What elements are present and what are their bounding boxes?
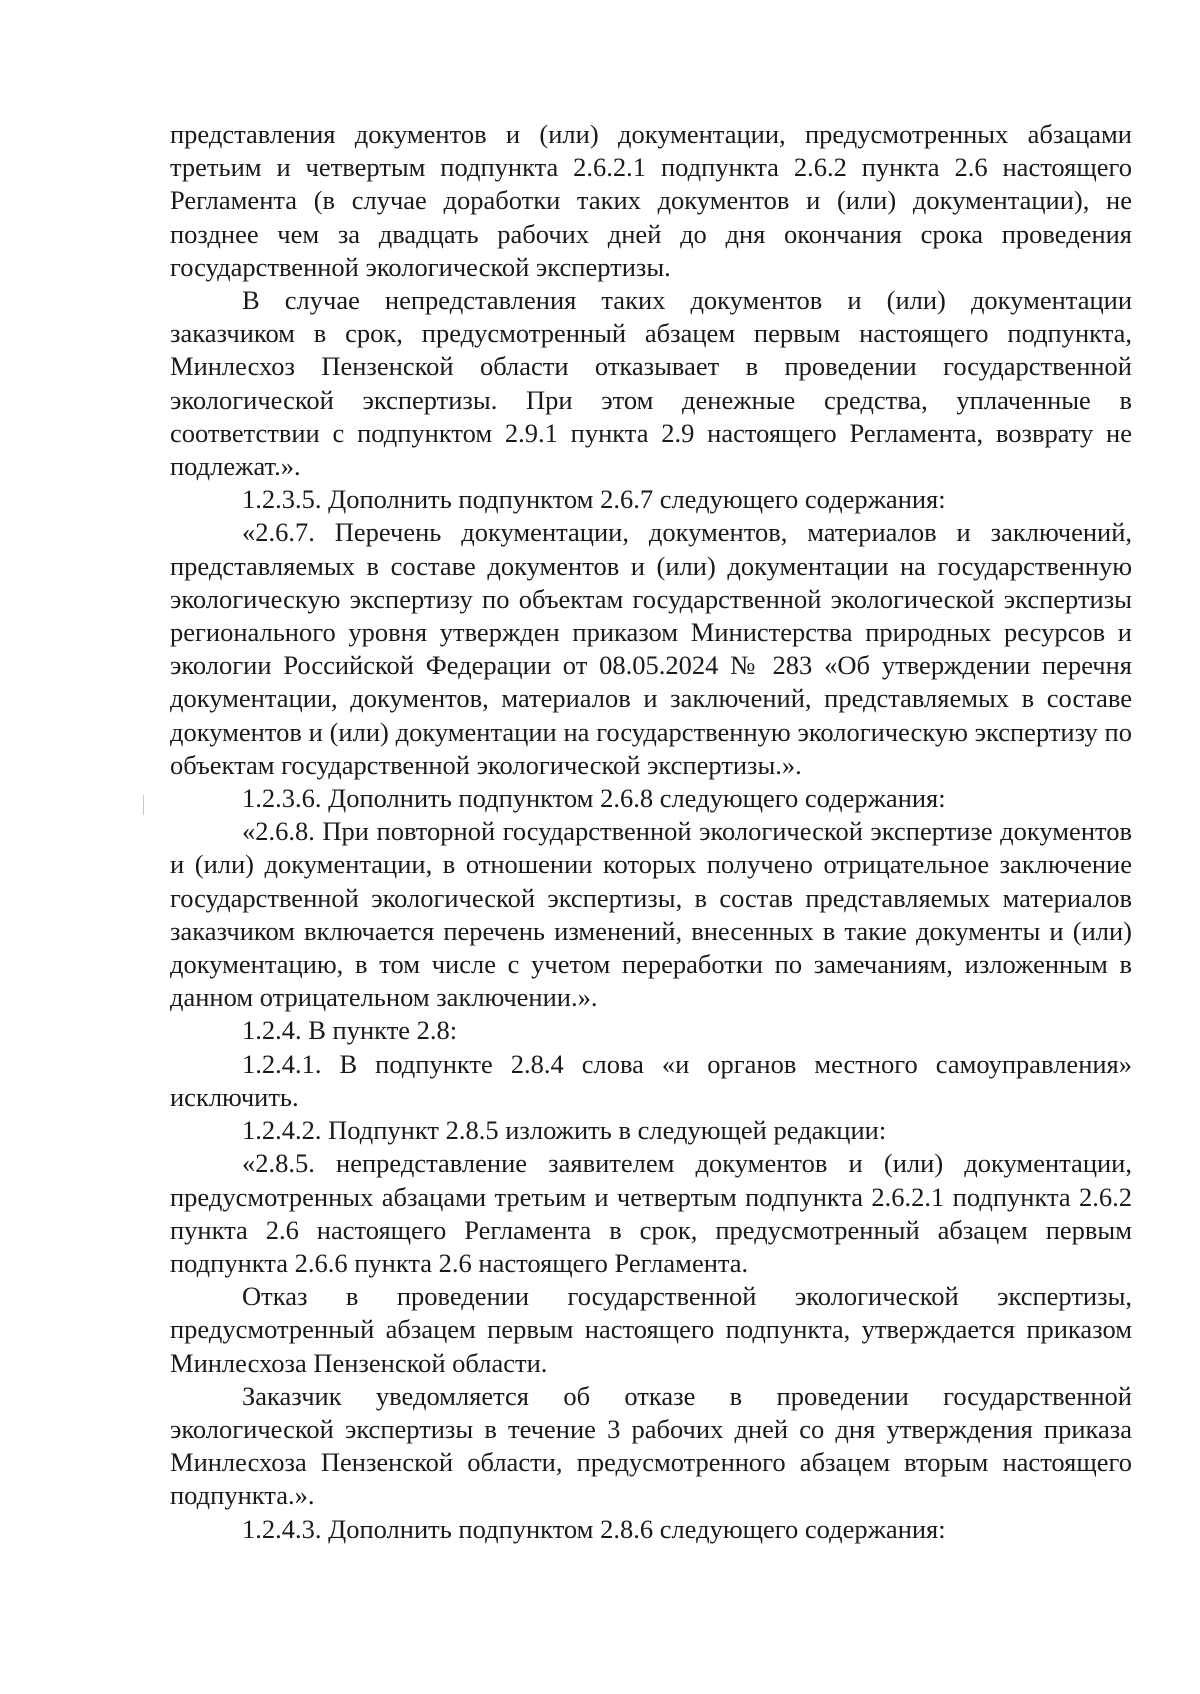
paragraph-item-1-2-4-1: 1.2.4.1. В подпункте 2.8.4 слова «и органов местного самоуправления» исключить.	[170, 1048, 1132, 1112]
paragraph-item-1-2-3-5: 1.2.3.5. Дополнить подпунктом 2.6.7 следующего содержания:	[242, 484, 946, 515]
paragraph-subitem-2-8-5: «2.8.5. непредставление заявителем документов и (или) документации, предусмотренных абзацами третьим и четвертым подпункта 2.6.2.1 подпункта 2.6.2 пункта 2.6 настоящего Регламента в срок, предусмотренный абзацем первым подпункта 2.6.6 пункта 2.6 настоящего Регламента.	[170, 1148, 1132, 1278]
paragraph-customer-notice: Заказчик уведомляется об отказе в проведении государственной экологической экспертизы в течение 3 рабочих дней со дня утверждения приказа Минлесхоза Пензенской области, предусмотренного абзацем вторым настоящего подпункта.».	[170, 1380, 1132, 1511]
paragraph-item-1-2-3-6: 1.2.3.6. Дополнить подпунктом 2.6.8 следующего содержания:	[242, 783, 946, 814]
paragraph-continuation: представления документов и (или) документации, предусмотренных абзацами третьим и четвертым подпункта 2.6.2.1 подпункта 2.6.2 пункта 2.6 настоящего Регламента (в случае доработки таких документов и (или) документации), не позднее чем за двадцать рабочих дней до дня окончания срока проведения государственной экологической экспертизы.	[170, 119, 1132, 282]
paragraph-item-1-2-4-3: 1.2.4.3. Дополнить подпунктом 2.8.6 следующего содержания:	[242, 1513, 946, 1544]
paragraph-refusal-approval: Отказ в проведении государственной экологической экспертизы, предусмотренный абзацем первым настоящего подпункта, утверждается приказом Минлесхоза Пензенской области.	[170, 1281, 1132, 1378]
paragraph-subitem-2-6-8: «2.6.8. При повторной государственной экологической экспертизе документов и (или) документации, в отношении которых получено отрицательное заключение государственной экологической экспертизы, в состав представляемых материалов заказчиком включается перечень изменений, внесенных в такие документы и (или) документацию, в том числе с учетом переработки по замечаниям, изложенным в данном отрицательном заключении.».	[170, 816, 1132, 1013]
paragraph-item-1-2-4: 1.2.4. В пункте 2.8:	[242, 1015, 458, 1046]
scan-artifact-line	[143, 795, 144, 815]
paragraph-subitem-2-6-7: «2.6.7. Перечень документации, документов, материалов и заключений, представляемых в составе документов и (или) документации на государственную экологическую экспертизу по объектам государственной экологической экспертизы регионального уровня утвержден приказом Министерства природных ресурсов и экологии Российской Федерации от 08.05.2024 № 283 «Об утверждении перечня документации, документов, материалов и заключений, представляемых в составе документов и (или) документации на государственную экологическую экспертизу по объектам государственной экологической экспертизы.».	[170, 517, 1132, 780]
paragraph-refusal-condition: В случае непредставления таких документов и (или) документации заказчиком в срок, предусмотренный абзацем первым настоящего подпункта, Минлесхоз Пензенской области отказывает в проведении государственной экологической экспертизы. При этом денежные средства, уплаченные в соответствии с подпунктом 2.9.1 пункта 2.9 настоящего Регламента, возврату не подлежат.».	[170, 285, 1132, 482]
paragraph-item-1-2-4-2: 1.2.4.2. Подпункт 2.8.5 изложить в следующей редакции:	[242, 1115, 887, 1146]
document-body	[170, 118, 1132, 1546]
